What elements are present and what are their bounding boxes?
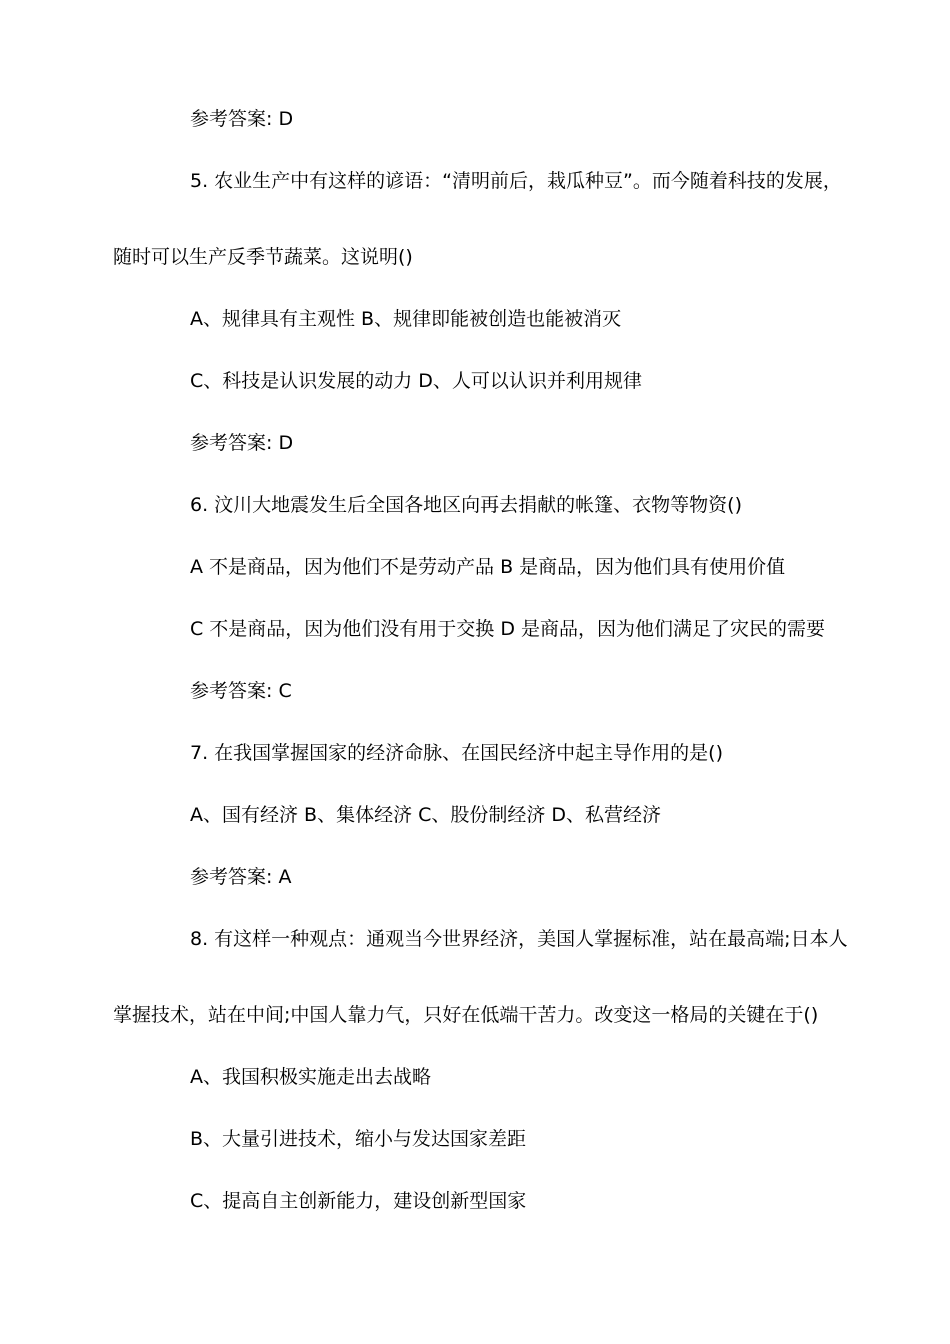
question-5-options-cd: C、科技是认识发展的动力 D、人可以认识并利用规律 xyxy=(190,370,642,392)
question-8-line-2: 掌握技术，站在中间;中国人靠力气，只好在低端干苦力。改变这一格局的关键在于() xyxy=(113,1004,819,1026)
question-8-option-a: A、我国积极实施走出去战略 xyxy=(190,1066,431,1088)
question-6-options-ab: A 不是商品，因为他们不是劳动产品 B 是商品，因为他们具有使用价值 xyxy=(190,556,786,578)
question-5-options-ab: A、规律具有主观性 B、规律即能被创造也能被消灭 xyxy=(190,308,622,330)
question-7-line: 7. 在我国掌握国家的经济命脉、在国民经济中起主导作用的是() xyxy=(190,742,723,764)
answer-line-q6: 参考答案: C xyxy=(190,680,292,702)
question-6-line: 6. 汶川大地震发生后全国各地区向再去捐献的帐篷、衣物等物资() xyxy=(190,494,742,516)
answer-line-q7: 参考答案: A xyxy=(190,866,292,888)
question-6-options-cd: C 不是商品，因为他们没有用于交换 D 是商品，因为他们满足了灾民的需要 xyxy=(190,618,826,640)
answer-line-q4: 参考答案: D xyxy=(190,108,294,130)
question-7-options: A、国有经济 B、集体经济 C、股份制经济 D、私营经济 xyxy=(190,804,662,826)
question-8-option-b: B、大量引进技术，缩小与发达国家差距 xyxy=(190,1128,527,1150)
answer-line-q5: 参考答案: D xyxy=(190,432,294,454)
question-8-option-c: C、提高自主创新能力，建设创新型国家 xyxy=(190,1190,527,1212)
question-5-line-1: 5. 农业生产中有这样的谚语：“清明前后，栽瓜种豆”。而今随着科技的发展， xyxy=(190,170,842,192)
question-5-line-2: 随时可以生产反季节蔬菜。这说明() xyxy=(113,246,413,268)
question-8-line-1: 8. 有这样一种观点：通观当今世界经济，美国人掌握标准，站在最高端;日本人 xyxy=(190,928,848,950)
